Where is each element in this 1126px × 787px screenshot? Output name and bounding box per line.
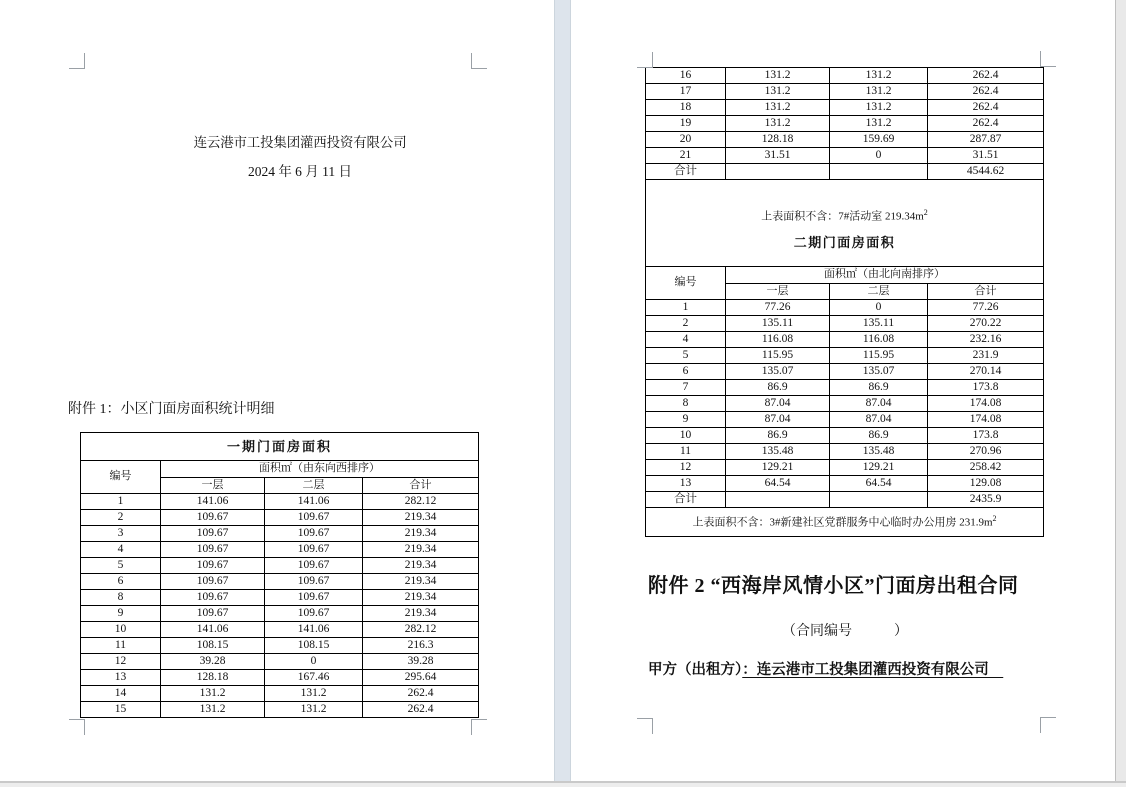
table-cell: 19 xyxy=(646,116,726,132)
table-row xyxy=(646,316,1044,332)
table-row xyxy=(646,364,1044,380)
column-header-floor1: 一层 xyxy=(726,284,830,300)
table-cell: 108.15 xyxy=(265,638,363,654)
table-cell: 109.67 xyxy=(161,590,265,606)
crop-mark-top-right-page1 xyxy=(471,53,487,69)
table-cell: 131.2 xyxy=(161,702,265,718)
column-header-id: 编号 xyxy=(646,267,726,300)
table-cell: 262.4 xyxy=(928,116,1044,132)
table-row xyxy=(81,670,479,686)
table-cell: 109.67 xyxy=(265,510,363,526)
table-cell: 131.2 xyxy=(726,68,830,84)
table-cell: 128.18 xyxy=(161,670,265,686)
attachment1-label: 附件 1：小区门面房面积统计明细 xyxy=(68,402,275,417)
table-cell: 109.67 xyxy=(161,574,265,590)
table-cell: 合计 xyxy=(646,164,726,180)
table-cell: 262.4 xyxy=(928,68,1044,84)
table-cell: 18 xyxy=(646,100,726,116)
table-cell: 287.87 xyxy=(928,132,1044,148)
table-row xyxy=(646,348,1044,364)
table-cell: 131.2 xyxy=(726,116,830,132)
table-cell: 87.04 xyxy=(830,396,928,412)
table-cell: 108.15 xyxy=(161,638,265,654)
table-row xyxy=(646,460,1044,476)
company-name: 连云港市工投集团灌西投资有限公司 xyxy=(193,135,407,150)
table-cell: 2 xyxy=(81,510,161,526)
table-cell: 109.67 xyxy=(265,606,363,622)
attachment2-heading: 附件 2 “西海岸风情小区”门面房出租合同 xyxy=(648,575,1019,597)
table-cell: 20 xyxy=(646,132,726,148)
table-cell: 219.34 xyxy=(363,510,479,526)
contract-number-line: （合同编号 ） xyxy=(782,624,908,639)
phase1-table-body xyxy=(81,494,479,718)
table-cell: 64.54 xyxy=(830,476,928,492)
column-header-total: 合计 xyxy=(363,478,479,494)
phase1-continued-and-phase2-table xyxy=(645,67,1044,537)
crop-mark-top-right-page2 xyxy=(1040,51,1056,67)
table-cell: 0 xyxy=(830,300,928,316)
table-cell: 109.67 xyxy=(265,574,363,590)
bottom-border-pad xyxy=(0,783,1126,787)
table-row xyxy=(81,558,479,574)
table-cell: 219.34 xyxy=(363,606,479,622)
table-row xyxy=(81,494,479,510)
table-cell: 109.67 xyxy=(161,510,265,526)
table-cell: 141.06 xyxy=(161,622,265,638)
table-cell: 4 xyxy=(646,332,726,348)
table-cell: 11 xyxy=(646,444,726,460)
table-cell xyxy=(830,164,928,180)
table-cell: 262.4 xyxy=(928,84,1044,100)
table-cell: 258.42 xyxy=(928,460,1044,476)
crop-mark-top-left-page1 xyxy=(69,53,85,69)
table-cell: 270.96 xyxy=(928,444,1044,460)
table-cell: 219.34 xyxy=(363,558,479,574)
table-cell: 141.06 xyxy=(265,622,363,638)
table-cell: 8 xyxy=(646,396,726,412)
table-row xyxy=(646,412,1044,428)
column-header-group: 面积㎡（由北向南排序） xyxy=(726,267,1044,284)
table-cell: 1 xyxy=(646,300,726,316)
table-cell: 282.12 xyxy=(363,494,479,510)
table-title-row xyxy=(81,433,479,461)
table-cell: 219.34 xyxy=(363,542,479,558)
note-text: 上表面积不含：3#新建社区党群服务中心临时办公用房 231.9m xyxy=(692,516,993,529)
table-cell: 12 xyxy=(81,654,161,670)
table-cell: 219.34 xyxy=(363,590,479,606)
table-cell: 31.51 xyxy=(726,148,830,164)
phase1-area-table xyxy=(80,432,479,718)
table-cell: 10 xyxy=(646,428,726,444)
table-cell: 14 xyxy=(81,686,161,702)
table-cell: 109.67 xyxy=(265,542,363,558)
column-header-group: 面积㎡（由东向西排序） xyxy=(161,461,479,478)
table-cell: 8 xyxy=(81,590,161,606)
page-1 xyxy=(0,0,554,781)
table-cell: 219.34 xyxy=(363,526,479,542)
table-row xyxy=(646,148,1044,164)
table-cell: 131.2 xyxy=(726,84,830,100)
column-header-total: 合计 xyxy=(928,284,1044,300)
table-cell: 141.06 xyxy=(265,494,363,510)
table-cell: 87.04 xyxy=(830,412,928,428)
table-cell: 159.69 xyxy=(830,132,928,148)
table-cell: 15 xyxy=(81,702,161,718)
table-cell: 131.2 xyxy=(161,686,265,702)
table-cell: 16 xyxy=(646,68,726,84)
table-row xyxy=(646,116,1044,132)
table-row xyxy=(81,574,479,590)
table-cell: 115.95 xyxy=(726,348,830,364)
table-cell: 109.67 xyxy=(265,526,363,542)
column-header-floor1: 一层 xyxy=(161,478,265,494)
crop-mark-bottom-left-page1 xyxy=(69,719,85,735)
table-title: 一期门面房面积 xyxy=(81,433,479,461)
table-cell: 129.21 xyxy=(726,460,830,476)
table-cell: 合计 xyxy=(646,492,726,508)
table-cell: 86.9 xyxy=(830,428,928,444)
note-and-title-row xyxy=(646,180,1044,267)
table-cell: 9 xyxy=(646,412,726,428)
table-cell: 216.3 xyxy=(363,638,479,654)
note-text: 上表面积不含：7#活动室 219.34m xyxy=(761,210,924,223)
column-header-floor2: 二层 xyxy=(830,284,928,300)
table-cell xyxy=(726,164,830,180)
table-cell: 262.4 xyxy=(363,686,479,702)
table-cell: 3 xyxy=(81,526,161,542)
table-cell: 17 xyxy=(646,84,726,100)
table-cell: 131.2 xyxy=(265,702,363,718)
table-cell: 219.34 xyxy=(363,574,479,590)
table-cell: 270.22 xyxy=(928,316,1044,332)
crop-mark-top-left-page2 xyxy=(637,52,653,68)
table-cell: 77.26 xyxy=(928,300,1044,316)
table-cell: 173.8 xyxy=(928,428,1044,444)
table-cell: 131.2 xyxy=(830,84,928,100)
table-header-row xyxy=(646,267,1044,284)
superscript-2: 2 xyxy=(992,513,997,523)
right-edge-strip[interactable] xyxy=(1115,0,1126,787)
table-cell: 5 xyxy=(646,348,726,364)
table-row xyxy=(81,702,479,718)
table-cell: 5 xyxy=(81,558,161,574)
party-a-label: 甲方（出租方） xyxy=(648,662,743,678)
table-cell: 135.07 xyxy=(726,364,830,380)
table-row xyxy=(81,510,479,526)
table-cell: 4 xyxy=(81,542,161,558)
table-cell: 231.9 xyxy=(928,348,1044,364)
phase1-exclusion-note xyxy=(646,209,1043,223)
table-cell: 131.2 xyxy=(265,686,363,702)
party-a-line xyxy=(648,658,1003,679)
table-cell: 109.67 xyxy=(161,558,265,574)
table-cell: 10 xyxy=(81,622,161,638)
table-row xyxy=(81,542,479,558)
table-row xyxy=(646,428,1044,444)
table-cell: 173.8 xyxy=(928,380,1044,396)
table-cell: 87.04 xyxy=(726,412,830,428)
table-cell: 21 xyxy=(646,148,726,164)
table-row xyxy=(81,606,479,622)
table-header-row xyxy=(81,461,479,478)
column-header-id: 编号 xyxy=(81,461,161,494)
phase1-continued-body xyxy=(646,68,1044,180)
table-cell: 109.67 xyxy=(161,606,265,622)
table-cell xyxy=(726,492,830,508)
table-cell: 12 xyxy=(646,460,726,476)
table-cell: 2 xyxy=(646,316,726,332)
table-cell: 135.48 xyxy=(726,444,830,460)
table-cell: 128.18 xyxy=(726,132,830,148)
table-cell: 141.06 xyxy=(161,494,265,510)
table-row xyxy=(646,396,1044,412)
table-cell: 109.67 xyxy=(161,542,265,558)
table-cell: 11 xyxy=(81,638,161,654)
table-cell: 135.07 xyxy=(830,364,928,380)
table-cell: 86.9 xyxy=(830,380,928,396)
phase2-table-title: 二期门面房面积 xyxy=(793,235,896,251)
table-cell: 109.67 xyxy=(161,526,265,542)
table-cell: 262.4 xyxy=(363,702,479,718)
table-cell: 174.08 xyxy=(928,396,1044,412)
table-cell: 31.51 xyxy=(928,148,1044,164)
table-row xyxy=(646,332,1044,348)
table-cell: 131.2 xyxy=(830,116,928,132)
table-cell: 86.9 xyxy=(726,380,830,396)
table-cell: 77.26 xyxy=(726,300,830,316)
table-row xyxy=(81,526,479,542)
table-cell: 13 xyxy=(81,670,161,686)
table-cell: 0 xyxy=(830,148,928,164)
table-cell: 39.28 xyxy=(161,654,265,670)
table-cell: 2435.9 xyxy=(928,492,1044,508)
table-row xyxy=(646,300,1044,316)
table-row xyxy=(81,654,479,670)
table-cell: 135.11 xyxy=(830,316,928,332)
table-row xyxy=(646,164,1044,180)
table-row xyxy=(646,444,1044,460)
table-cell: 64.54 xyxy=(726,476,830,492)
table-row xyxy=(81,590,479,606)
table-cell: 0 xyxy=(265,654,363,670)
table-cell: 4544.62 xyxy=(928,164,1044,180)
table-cell: 6 xyxy=(646,364,726,380)
crop-mark-bottom-left-page2 xyxy=(637,718,653,734)
superscript-2: 2 xyxy=(923,208,928,217)
table-cell: 167.46 xyxy=(265,670,363,686)
table-row xyxy=(646,380,1044,396)
table-cell: 116.08 xyxy=(726,332,830,348)
table-cell: 115.95 xyxy=(830,348,928,364)
table-cell: 6 xyxy=(81,574,161,590)
table-cell: 295.64 xyxy=(363,670,479,686)
table-cell: 109.67 xyxy=(265,590,363,606)
table-cell: 131.2 xyxy=(830,100,928,116)
table-cell: 262.4 xyxy=(928,100,1044,116)
table-row xyxy=(646,132,1044,148)
page-gap-strip xyxy=(554,0,571,787)
table-cell: 135.48 xyxy=(830,444,928,460)
table-cell: 129.21 xyxy=(830,460,928,476)
table-cell: 7 xyxy=(646,380,726,396)
table-row xyxy=(646,84,1044,100)
table-row xyxy=(646,492,1044,508)
table-cell: 129.08 xyxy=(928,476,1044,492)
table-cell: 86.9 xyxy=(726,428,830,444)
table-cell: 131.2 xyxy=(830,68,928,84)
table-cell xyxy=(830,492,928,508)
table-cell: 232.16 xyxy=(928,332,1044,348)
phase2-exclusion-note-row xyxy=(646,508,1044,537)
table-cell: 87.04 xyxy=(726,396,830,412)
table-cell: 131.2 xyxy=(726,100,830,116)
column-header-floor2: 二层 xyxy=(265,478,363,494)
table-row xyxy=(81,686,479,702)
document-date: 2024 年 6 月 11 日 xyxy=(247,164,353,179)
table-cell: 116.08 xyxy=(830,332,928,348)
table-cell: 13 xyxy=(646,476,726,492)
table-cell: 109.67 xyxy=(265,558,363,574)
table-row xyxy=(646,68,1044,84)
table-row xyxy=(81,638,479,654)
crop-mark-bottom-right-page2 xyxy=(1040,717,1056,733)
table-cell: 9 xyxy=(81,606,161,622)
table-cell: 39.28 xyxy=(363,654,479,670)
party-a-company-underlined: ：连云港市工投集团灌西投资有限公司 xyxy=(742,662,1004,678)
table-cell: 1 xyxy=(81,494,161,510)
table-row xyxy=(646,476,1044,492)
phase2-table-body xyxy=(646,300,1044,508)
crop-mark-bottom-right-page1 xyxy=(471,719,487,735)
table-row xyxy=(81,622,479,638)
table-row xyxy=(646,100,1044,116)
table-cell: 174.08 xyxy=(928,412,1044,428)
table-cell: 135.11 xyxy=(726,316,830,332)
table-cell: 282.12 xyxy=(363,622,479,638)
table-cell: 270.14 xyxy=(928,364,1044,380)
